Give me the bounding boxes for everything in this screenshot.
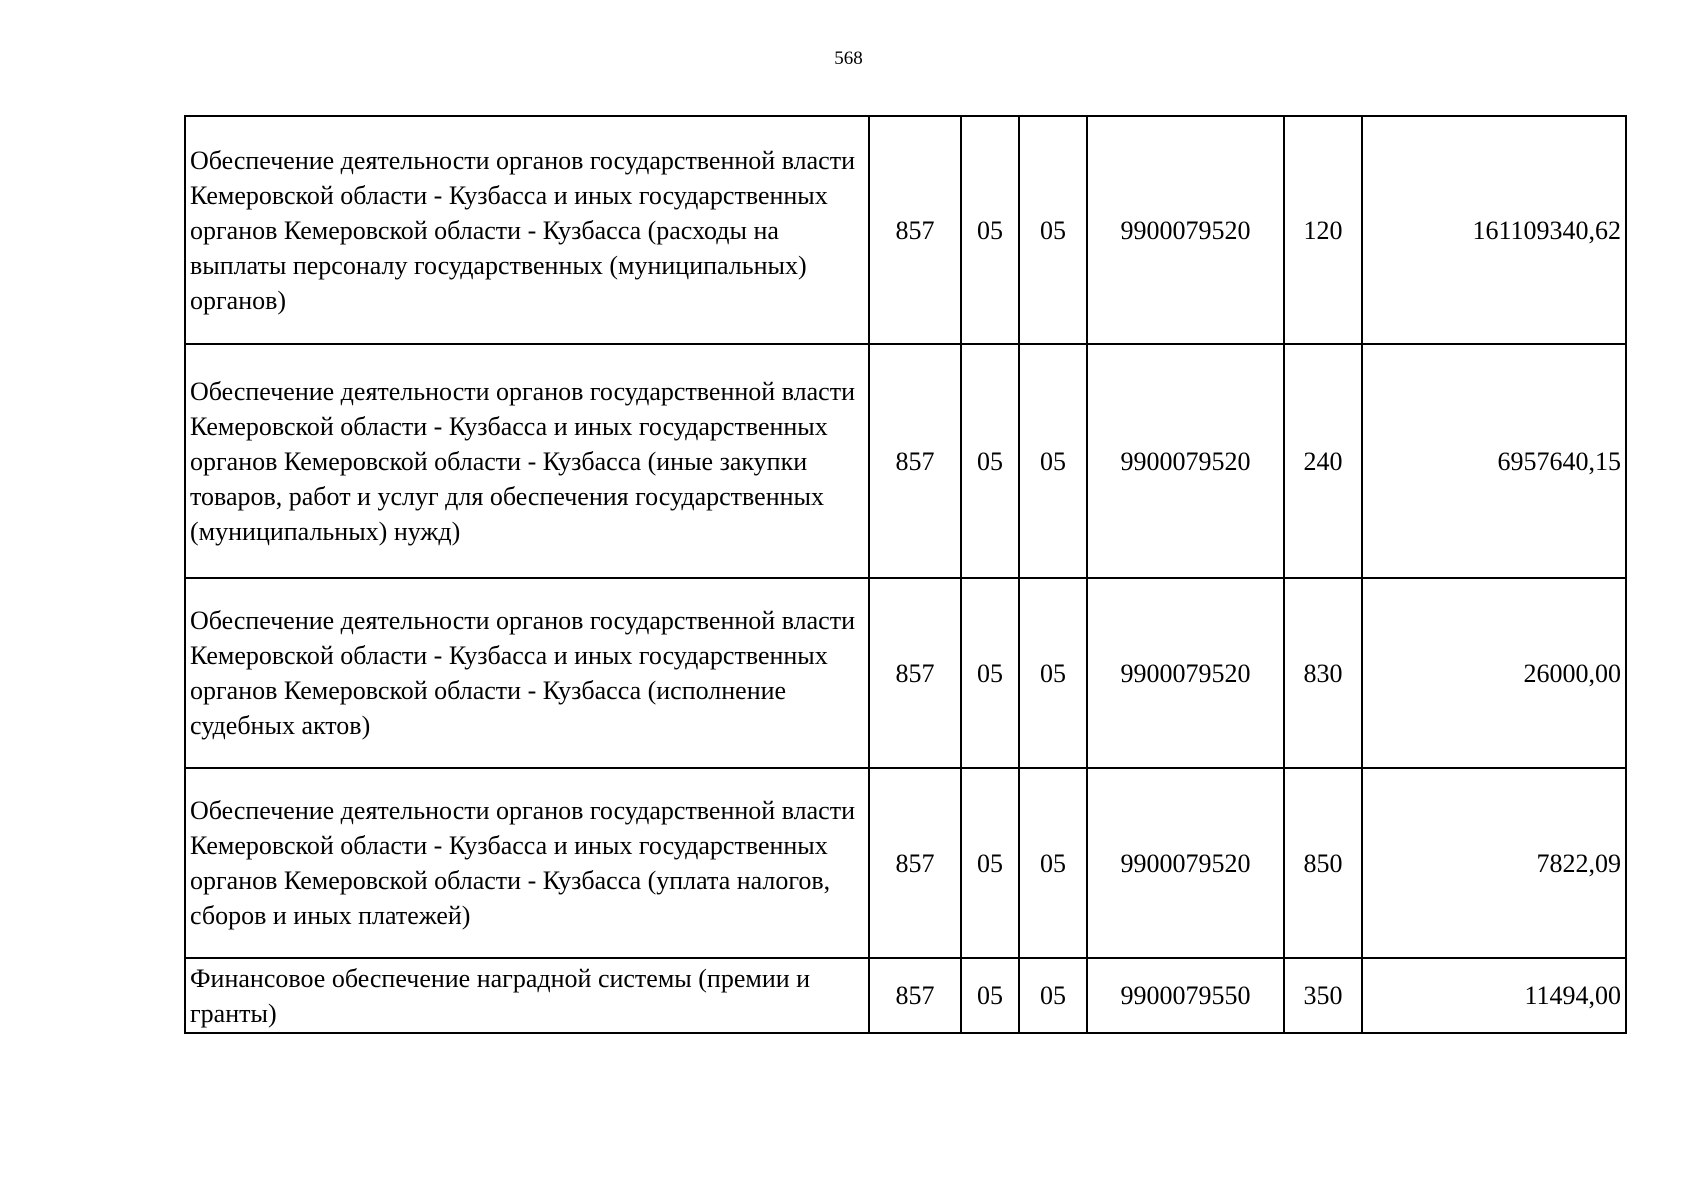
subsection-code: 05	[1019, 958, 1087, 1033]
table-row	[185, 344, 1626, 578]
ministry-code: 857	[869, 116, 961, 344]
amount-value: 26000,00	[1362, 578, 1626, 768]
table-row	[185, 958, 1626, 1033]
target-article-code: 9900079520	[1087, 344, 1284, 578]
table-row	[185, 116, 1626, 344]
subsection-code: 05	[1019, 578, 1087, 768]
expense-type-code: 350	[1284, 958, 1362, 1033]
amount-value: 161109340,62	[1362, 116, 1626, 344]
section-code: 05	[961, 116, 1019, 344]
target-article-code: 9900079550	[1087, 958, 1284, 1033]
table-row	[185, 768, 1626, 958]
section-code: 05	[961, 958, 1019, 1033]
ministry-code: 857	[869, 344, 961, 578]
amount-value: 11494,00	[1362, 958, 1626, 1033]
ministry-code: 857	[869, 958, 961, 1033]
row-description: Обеспечение деятельности органов государственной власти Кемеровской области - Кузбасса и иных государственных органов Кемеровской области - Кузбасса (иные закупки товаров, работ и услуг для обеспечения государственных (муниципальных) нужд)	[185, 344, 869, 578]
target-article-code: 9900079520	[1087, 116, 1284, 344]
target-article-code: 9900079520	[1087, 768, 1284, 958]
section-code: 05	[961, 344, 1019, 578]
table-row	[185, 578, 1626, 768]
ministry-code: 857	[869, 768, 961, 958]
row-description: Обеспечение деятельности органов государственной власти Кемеровской области - Кузбасса и иных государственных органов Кемеровской области - Кузбасса (расходы на выплаты персоналу государственных (муниципальных) органов)	[185, 116, 869, 344]
expense-type-code: 850	[1284, 768, 1362, 958]
section-code: 05	[961, 768, 1019, 958]
expense-type-code: 830	[1284, 578, 1362, 768]
row-description: Финансовое обеспечение наградной системы (премии и гранты)	[185, 958, 869, 1033]
ministry-code: 857	[869, 578, 961, 768]
section-code: 05	[961, 578, 1019, 768]
amount-value: 7822,09	[1362, 768, 1626, 958]
row-description: Обеспечение деятельности органов государственной власти Кемеровской области - Кузбасса и иных государственных органов Кемеровской области - Кузбасса (уплата налогов, сборов и иных платежей)	[185, 768, 869, 958]
target-article-code: 9900079520	[1087, 578, 1284, 768]
expense-type-code: 120	[1284, 116, 1362, 344]
page-number: 568	[834, 48, 863, 69]
subsection-code: 05	[1019, 116, 1087, 344]
expense-type-code: 240	[1284, 344, 1362, 578]
budget-table	[184, 115, 1627, 1034]
amount-value: 6957640,15	[1362, 344, 1626, 578]
subsection-code: 05	[1019, 768, 1087, 958]
subsection-code: 05	[1019, 344, 1087, 578]
row-description: Обеспечение деятельности органов государственной власти Кемеровской области - Кузбасса и иных государственных органов Кемеровской области - Кузбасса (исполнение судебных актов)	[185, 578, 869, 768]
